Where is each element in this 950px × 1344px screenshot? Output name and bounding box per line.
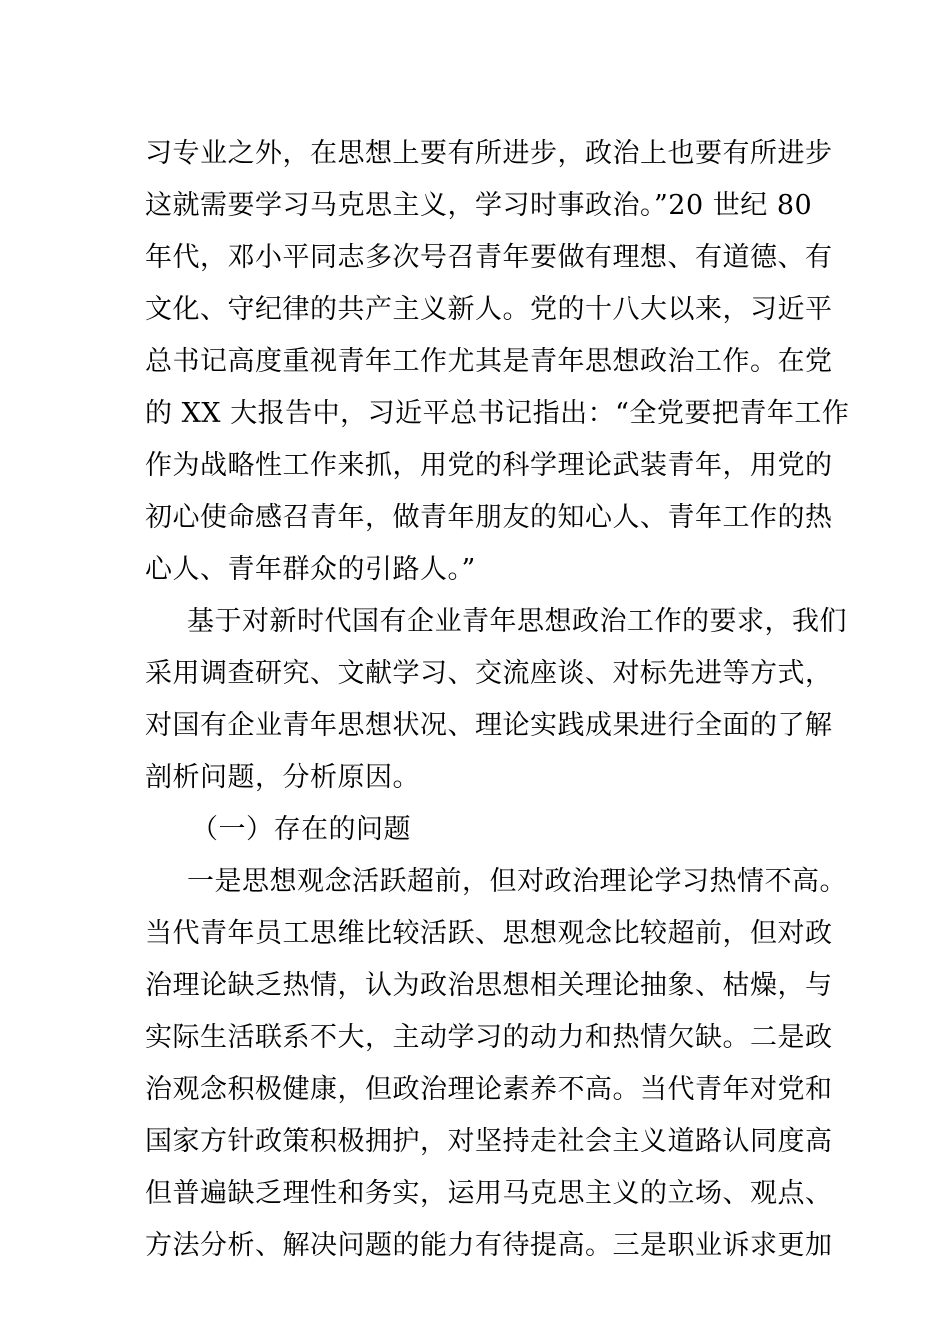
text-line: 实际生活联系不大，主动学习的动力和热情欠缺。二是政 xyxy=(145,1022,833,1053)
text-line: 初心使命感召青年，做青年朋友的知心人、青年工作的热 xyxy=(145,502,833,533)
paragraph-first-line: 基于对新时代国有企业青年思想政治工作的要求，我们 xyxy=(187,606,847,637)
text-line: 对国有企业青年思想状况、理论实践成果进行全面的了解 xyxy=(145,710,833,741)
text-line: 总书记高度重视青年工作尤其是青年思想政治工作。在党 xyxy=(145,346,833,377)
text-line: 年代，邓小平同志多次号召青年要做有理想、有道德、有 xyxy=(145,242,833,273)
text-line: 这就需要学习马克思主义，学习时事政治。”20 世纪 80 xyxy=(145,190,813,221)
body-text xyxy=(145,128,850,1272)
text-line: 治观念积极健康，但政治理论素养不高。当代青年对党和 xyxy=(145,1074,833,1105)
section-heading: （一）存在的问题 xyxy=(191,814,411,845)
text-line: 文化、守纪律的共产主义新人。党的十八大以来，习近平 xyxy=(145,294,833,325)
paragraph-first-line: 一是思想观念活跃超前，但对政治理论学习热情不高。 xyxy=(187,866,847,897)
text-line: 方法分析、解决问题的能力有待提高。三是职业诉求更加 xyxy=(145,1230,833,1261)
text-line: 但普遍缺乏理性和务实，运用马克思主义的立场、观点、 xyxy=(145,1178,833,1209)
text-line: 心人、青年群众的引路人。” xyxy=(145,554,476,585)
text-line: 剖析问题，分析原因。 xyxy=(145,762,420,793)
text-line: 当代青年员工思维比较活跃、思想观念比较超前，但对政 xyxy=(145,918,833,949)
text-line: 国家方针政策积极拥护，对坚持走社会主义道路认同度高 xyxy=(145,1126,833,1157)
text-line: 习专业之外，在思想上要有所进步，政治上也要有所进步 xyxy=(145,138,833,169)
text-line: 采用调查研究、文献学习、交流座谈、对标先进等方式， xyxy=(145,658,833,689)
text-line: 治理论缺乏热情，认为政治思想相关理论抽象、枯燥，与 xyxy=(145,970,833,1001)
text-line: 作为战略性工作来抓，用党的科学理论武装青年，用党的 xyxy=(145,450,833,481)
text-line: 的 XX 大报告中，习近平总书记指出：“全党要把青年工作 xyxy=(145,398,850,429)
